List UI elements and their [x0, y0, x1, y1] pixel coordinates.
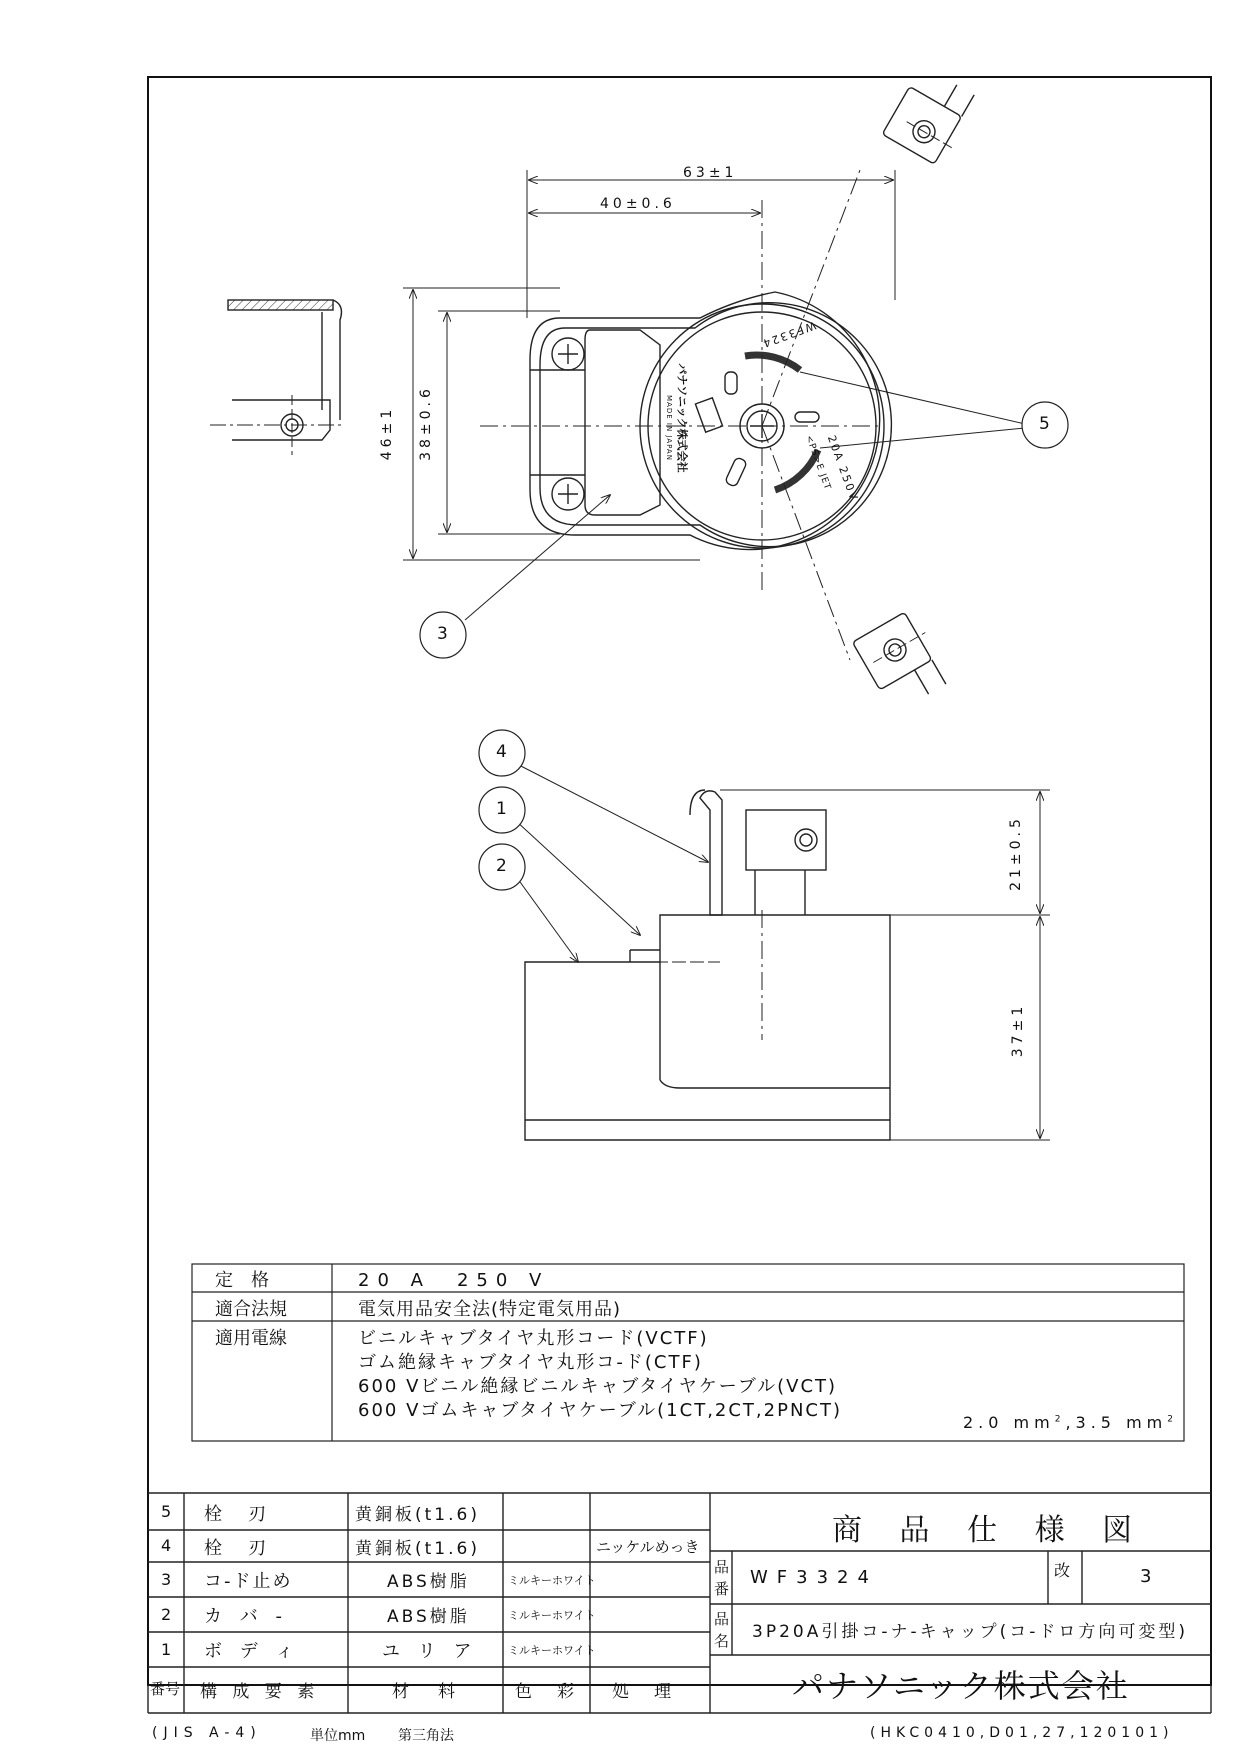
face-maker: パナソニック株式会社: [675, 363, 689, 473]
part-material: ABS樹脂: [387, 1607, 470, 1627]
face-standard: <PS>E JET: [803, 434, 833, 492]
spec-label-rating: 定 格: [215, 1270, 269, 1291]
company-name: パナソニック株式会社: [792, 1667, 1130, 1705]
part-color: ミルキーホワイト: [508, 1609, 596, 1622]
screw-lower: [552, 478, 584, 510]
spec-value-law: 電気用品安全法(特定電気用品): [358, 1299, 622, 1320]
side-blade-5: [746, 810, 826, 870]
blade-detail-lower: [852, 608, 952, 714]
wire-size-a-sup: 2: [1054, 1414, 1066, 1425]
part-material: 黄銅板(t1.6): [355, 1539, 480, 1559]
top-view: [403, 170, 1025, 660]
header-finish: 処 理: [612, 1682, 675, 1702]
body-outline: [530, 292, 880, 550]
face-rating: 20A 250V: [824, 433, 861, 504]
part-number: WF3324: [750, 1567, 878, 1588]
spec-wire-3: 600 Vビニル絶縁ビニルキャブタイヤケーブル(VCT): [358, 1376, 838, 1397]
footer-standard: (JIS A-4): [152, 1725, 262, 1741]
spec-wire-4: 600 Vゴムキャブタイヤケーブル(1CT,2CT,2PNCT): [358, 1400, 843, 1421]
part-no-label-1: 品: [714, 1558, 730, 1576]
blade-detail-upper: [882, 65, 983, 169]
name-label-2: 名: [714, 1632, 730, 1650]
header-color: 色 彩: [515, 1682, 578, 1702]
face-origin: MADE IN JAPAN: [664, 395, 673, 461]
spec-value-rating: 20 A 250 V: [358, 1270, 550, 1291]
balloon-4-label: 4: [496, 742, 507, 762]
footer-doc-code: (HKC0410,D01,27,120101): [870, 1725, 1174, 1741]
part-name: 栓 刃: [204, 1504, 270, 1525]
balloon-5-label: 5: [1039, 414, 1050, 434]
dim-37-label: 37±1: [1010, 1002, 1027, 1058]
screw-upper: [552, 338, 584, 370]
side-view: [515, 763, 1050, 1140]
spec-wire-2: ゴム絶縁キャブタイヤ丸形コ-ド(CTF): [358, 1352, 703, 1373]
blade-section-detail: [210, 300, 345, 455]
header-material: 材 料: [392, 1682, 461, 1702]
footer-unit: 単位mm: [310, 1728, 366, 1744]
part-no: 5: [161, 1502, 172, 1521]
part-no-label-2: 番: [714, 1580, 730, 1598]
wire-size-a: 2.0 mm: [963, 1413, 1055, 1432]
side-blade-4: [700, 791, 722, 915]
spec-label-law: 適合法規: [215, 1299, 287, 1320]
part-color: ミルキーホワイト: [508, 1574, 596, 1587]
doc-title: 商 品 仕 様 図: [832, 1513, 1147, 1548]
footer-projection: 第三角法: [398, 1728, 454, 1744]
product-name: 3P20A引掛コ-ナ-キャップ(コ-ドロ方向可変型): [752, 1622, 1188, 1642]
dim-21-label: 21±0.5: [1007, 815, 1024, 891]
part-no: 2: [161, 1605, 172, 1624]
part-name: コ-ド止め: [204, 1571, 293, 1592]
blade-slot-left: [695, 398, 722, 432]
balloon-1-label: 1: [496, 799, 507, 819]
side-body: [525, 915, 890, 1140]
part-no: 4: [161, 1536, 172, 1555]
spec-label-wire: 適用電線: [215, 1328, 287, 1349]
name-label-1: 品: [714, 1610, 730, 1628]
balloon-3-label: 3: [437, 624, 448, 644]
part-material: ユ リ ア: [382, 1641, 478, 1662]
part-name: カ バ -: [204, 1606, 288, 1627]
dim-63-label: 63±1: [683, 165, 738, 181]
wire-size-b: 3.5 mm: [1075, 1413, 1168, 1432]
spec-wire-1: ビニルキャブタイヤ丸形コード(VCTF): [358, 1328, 709, 1349]
part-material: ABS樹脂: [387, 1572, 470, 1592]
rev-value: 3: [1140, 1566, 1152, 1587]
dim-38-label: 38±0.6: [417, 385, 434, 461]
header-name: 構 成 要 素: [200, 1682, 320, 1702]
dim-46-label: 46±1: [379, 405, 396, 461]
blade-slot-upper: [745, 355, 800, 370]
rev-label: 改: [1054, 1561, 1071, 1580]
part-finish: ニッケルめっき: [596, 1538, 700, 1556]
part-no: 3: [161, 1570, 172, 1589]
header-no: 番号: [150, 1680, 181, 1698]
dim-40-label: 40±0.6: [600, 196, 676, 212]
part-name: ボ デ ィ: [204, 1641, 300, 1662]
part-name: 栓 刃: [204, 1538, 270, 1559]
wire-size-note: 2.0 $mm^2,3.5$ $mm^2$: [963, 1413, 1178, 1432]
part-no: 1: [161, 1640, 172, 1659]
part-color: ミルキーホワイト: [508, 1644, 596, 1657]
balloon-2-label: 2: [496, 856, 507, 876]
part-material: 黄銅板(t1.6): [355, 1505, 480, 1525]
wire-size-b-sup: 2: [1167, 1414, 1178, 1425]
face-model: WF3324: [759, 318, 818, 351]
